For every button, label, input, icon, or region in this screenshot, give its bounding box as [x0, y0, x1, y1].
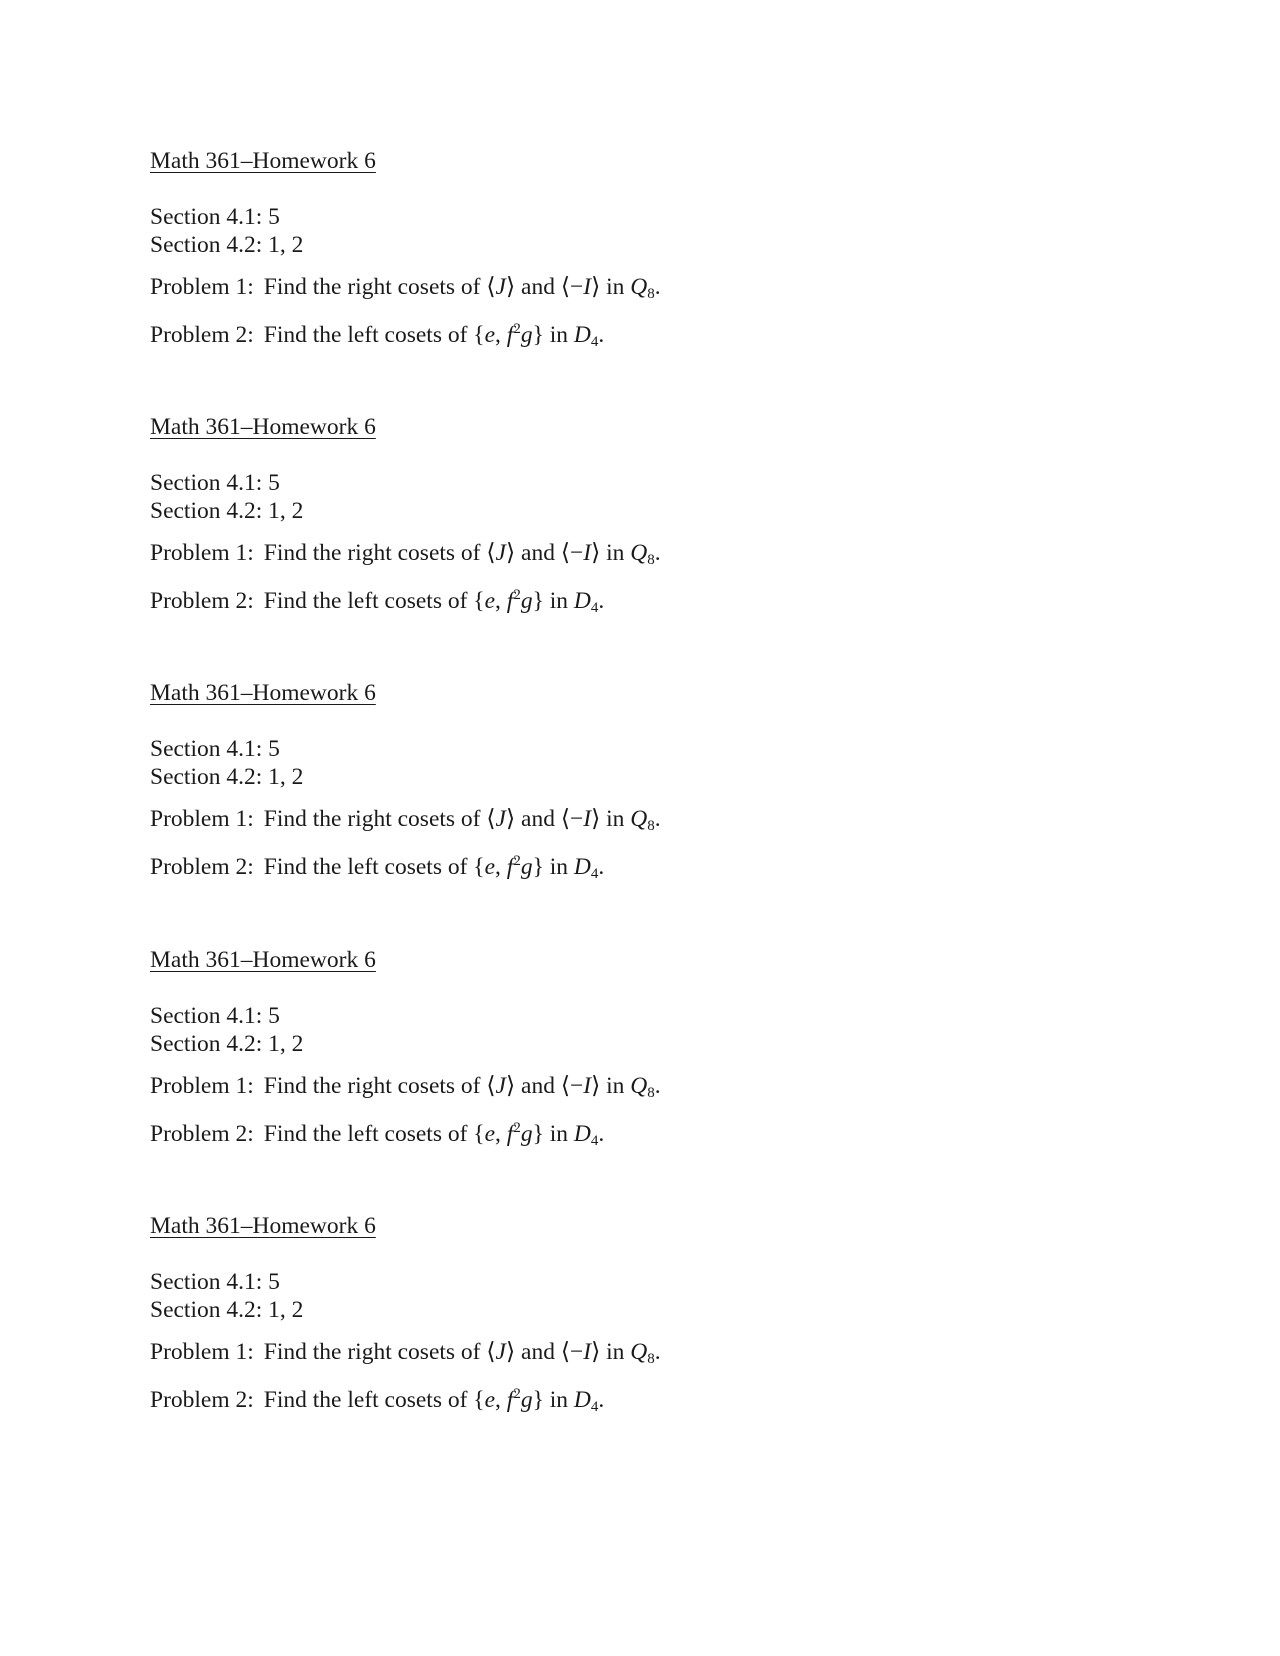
math-symbol: Q — [630, 540, 648, 566]
problem-label: Problem 2: — [150, 854, 254, 880]
math-symbol: e — [484, 1121, 496, 1147]
problem-label: Problem 2: — [150, 322, 254, 348]
section-assignment: Section 4.1: 5 — [150, 736, 280, 762]
math-symbol: e — [484, 854, 496, 880]
math-symbol: g — [520, 322, 533, 348]
section-assignment: Section 4.2: 1, 2 — [150, 764, 304, 790]
problem-statement — [150, 1114, 604, 1155]
problem-text: Find the left cosets of { — [263, 854, 485, 880]
problem-label: Problem 2: — [150, 1387, 254, 1413]
problem-text: } in — [532, 588, 574, 614]
math-symbol: 2 — [513, 1386, 521, 1402]
math-symbol: 4 — [590, 866, 599, 882]
homework-title: Math 361–Homework 6 — [150, 947, 376, 973]
problem-label: Problem 1: — [150, 540, 254, 566]
problem-text: } in — [532, 1387, 574, 1413]
math-symbol: 4 — [590, 1133, 599, 1149]
section-assignment: Section 4.1: 5 — [150, 1269, 280, 1295]
math-symbol: f — [506, 1387, 514, 1413]
math-symbol: D — [573, 322, 591, 348]
section-assignment: Section 4.2: 1, 2 — [150, 498, 304, 524]
math-symbol: g — [520, 1387, 533, 1413]
math-symbol: J — [495, 806, 506, 832]
problem-text: . — [654, 806, 661, 832]
math-symbol: g — [520, 854, 533, 880]
problem-text: ⟩ in — [591, 806, 631, 832]
math-symbol: f — [506, 588, 514, 614]
problem-text: Find the right cosets of ⟨ — [263, 1339, 496, 1365]
problem-text: Find the left cosets of { — [263, 1387, 485, 1413]
problem-text: , — [495, 322, 507, 348]
problem-text: ⟩ and ⟨− — [505, 274, 584, 300]
math-symbol: J — [495, 540, 506, 566]
math-symbol: 8 — [647, 1085, 655, 1101]
math-symbol: 2 — [513, 853, 521, 869]
math-symbol: 2 — [513, 321, 521, 337]
section-assignment: Section 4.2: 1, 2 — [150, 1031, 304, 1057]
problem-text: ⟩ and ⟨− — [505, 1339, 584, 1365]
problem-statement — [150, 581, 604, 622]
problem-text: . — [654, 274, 661, 300]
math-symbol: D — [573, 1387, 591, 1413]
math-symbol: f — [506, 322, 514, 348]
problem-text: . — [598, 1121, 605, 1147]
problem-statement — [150, 805, 661, 840]
math-symbol: 8 — [647, 1351, 655, 1367]
math-symbol: D — [573, 588, 591, 614]
math-symbol: 2 — [513, 1120, 521, 1136]
problem-statement — [150, 1072, 661, 1107]
problem-text: . — [654, 540, 661, 566]
math-symbol: I — [583, 806, 592, 832]
problem-text: Find the left cosets of { — [263, 588, 485, 614]
math-symbol: 8 — [647, 818, 655, 834]
math-symbol: I — [583, 1339, 592, 1365]
math-symbol: 4 — [590, 1399, 599, 1415]
math-symbol: 8 — [647, 286, 655, 302]
problem-text: , — [495, 588, 507, 614]
math-symbol: Q — [630, 1339, 648, 1365]
problem-text: Find the left cosets of { — [263, 1121, 485, 1147]
problem-text: Find the right cosets of ⟨ — [263, 806, 496, 832]
problem-text: ⟩ and ⟨− — [505, 806, 584, 832]
math-symbol: f — [506, 854, 514, 880]
problem-statement — [150, 1338, 661, 1373]
problem-text: . — [598, 588, 605, 614]
math-symbol: 4 — [590, 334, 599, 350]
problem-label: Problem 1: — [150, 1073, 254, 1099]
homework-title: Math 361–Homework 6 — [150, 1213, 376, 1239]
math-symbol: I — [583, 1073, 592, 1099]
math-symbol: g — [520, 588, 533, 614]
math-symbol: J — [495, 274, 506, 300]
homework-title: Math 361–Homework 6 — [150, 148, 376, 174]
problem-text: ⟩ in — [591, 1339, 631, 1365]
problem-text: . — [654, 1339, 661, 1365]
problem-text: Find the right cosets of ⟨ — [263, 274, 496, 300]
math-symbol: Q — [630, 1073, 648, 1099]
math-symbol: g — [520, 1121, 533, 1147]
problem-text: . — [654, 1073, 661, 1099]
math-symbol: J — [495, 1073, 506, 1099]
problem-text: , — [495, 1387, 507, 1413]
problem-text: } in — [532, 322, 574, 348]
problem-statement — [150, 1380, 604, 1421]
math-symbol: J — [495, 1339, 506, 1365]
problem-label: Problem 2: — [150, 1121, 254, 1147]
problem-label: Problem 2: — [150, 588, 254, 614]
problem-text: Find the left cosets of { — [263, 322, 485, 348]
math-symbol: e — [484, 588, 496, 614]
problem-text: . — [598, 854, 605, 880]
math-symbol: D — [573, 1121, 591, 1147]
section-assignment: Section 4.1: 5 — [150, 204, 280, 230]
math-symbol: e — [484, 1387, 496, 1413]
problem-statement — [150, 539, 661, 574]
problem-statement — [150, 847, 604, 888]
math-symbol: 2 — [513, 587, 521, 603]
section-assignment: Section 4.1: 5 — [150, 1003, 280, 1029]
problem-text: } in — [532, 854, 574, 880]
problem-text: } in — [532, 1121, 574, 1147]
problem-text: , — [495, 1121, 507, 1147]
problem-text: ⟩ and ⟨− — [505, 1073, 584, 1099]
homework-title: Math 361–Homework 6 — [150, 414, 376, 440]
problem-text: ⟩ in — [591, 540, 631, 566]
math-symbol: I — [583, 274, 592, 300]
math-symbol: Q — [630, 274, 648, 300]
problem-text: Find the right cosets of ⟨ — [263, 540, 496, 566]
problem-text: ⟩ in — [591, 1073, 631, 1099]
problem-statement — [150, 315, 604, 356]
problem-statement — [150, 273, 661, 308]
math-symbol: Q — [630, 806, 648, 832]
problem-text: ⟩ in — [591, 274, 631, 300]
problem-label: Problem 1: — [150, 806, 254, 832]
math-symbol: f — [506, 1121, 514, 1147]
math-symbol: 8 — [647, 552, 655, 568]
problem-text: . — [598, 322, 605, 348]
problem-label: Problem 1: — [150, 1339, 254, 1365]
math-symbol: 4 — [590, 600, 599, 616]
problem-text: Find the right cosets of ⟨ — [263, 1073, 496, 1099]
problem-label: Problem 1: — [150, 274, 254, 300]
problem-text: ⟩ and ⟨− — [505, 540, 584, 566]
homework-title: Math 361–Homework 6 — [150, 680, 376, 706]
section-assignment: Section 4.2: 1, 2 — [150, 1297, 304, 1323]
math-symbol: I — [583, 540, 592, 566]
problem-text: , — [495, 854, 507, 880]
problem-text: . — [598, 1387, 605, 1413]
math-symbol: e — [484, 322, 496, 348]
section-assignment: Section 4.1: 5 — [150, 470, 280, 496]
section-assignment: Section 4.2: 1, 2 — [150, 232, 304, 258]
math-symbol: D — [573, 854, 591, 880]
